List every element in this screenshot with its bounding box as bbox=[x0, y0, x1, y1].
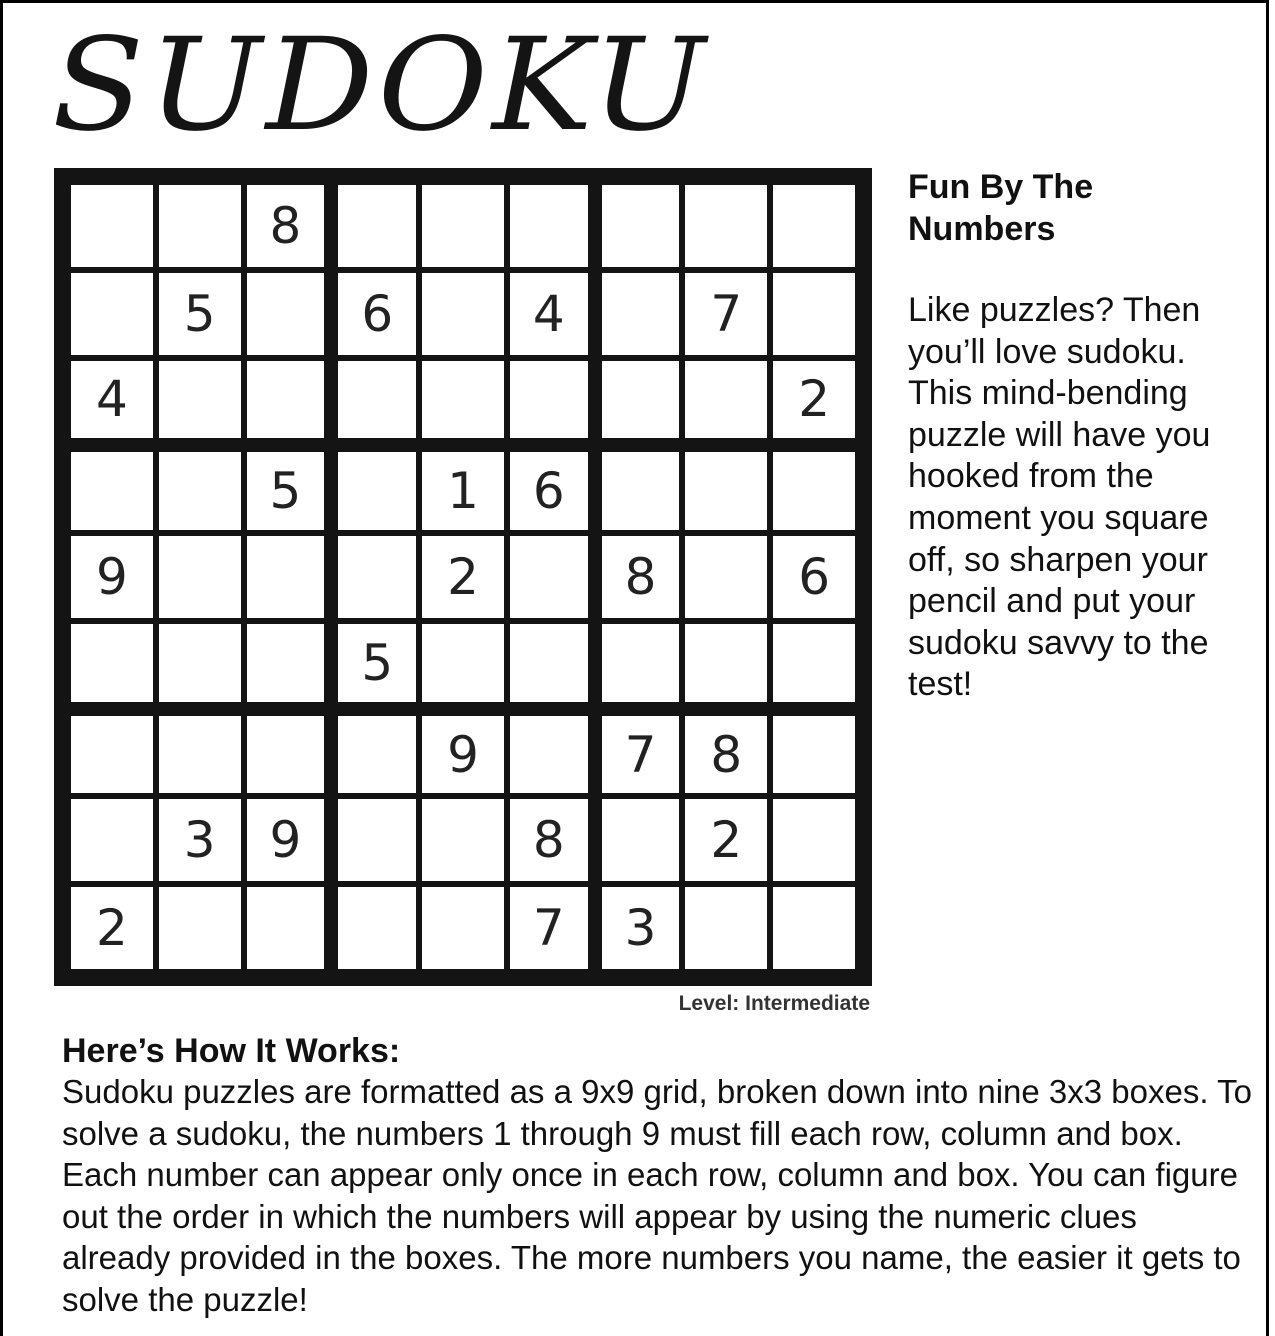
empty-cell[interactable] bbox=[68, 796, 156, 884]
given-cell: 7 bbox=[595, 709, 683, 797]
given-cell: 5 bbox=[156, 270, 244, 358]
empty-cell[interactable] bbox=[419, 884, 507, 972]
empty-cell[interactable] bbox=[156, 182, 244, 270]
instructions-heading: Here’s How It Works: bbox=[62, 1032, 401, 1070]
empty-cell[interactable] bbox=[507, 621, 595, 709]
empty-cell[interactable] bbox=[507, 533, 595, 621]
given-cell: 7 bbox=[682, 270, 770, 358]
empty-cell[interactable] bbox=[244, 358, 332, 446]
given-cell: 6 bbox=[770, 533, 858, 621]
empty-cell[interactable] bbox=[770, 884, 858, 972]
given-cell: 5 bbox=[244, 445, 332, 533]
empty-cell[interactable] bbox=[331, 884, 419, 972]
sidebar-description: Like puzzles? Then you’ll love sudoku. This mind-bending puzzle will have you hooked from the moment you square off, so sharpen your pencil and put your sudoku savvy to the test! bbox=[908, 291, 1211, 704]
empty-cell[interactable] bbox=[68, 445, 156, 533]
empty-cell[interactable] bbox=[68, 182, 156, 270]
given-cell: 8 bbox=[682, 709, 770, 797]
given-cell: 4 bbox=[507, 270, 595, 358]
empty-cell[interactable] bbox=[595, 796, 683, 884]
empty-cell[interactable] bbox=[331, 445, 419, 533]
empty-cell[interactable] bbox=[156, 445, 244, 533]
empty-cell[interactable] bbox=[770, 709, 858, 797]
empty-cell[interactable] bbox=[595, 621, 683, 709]
empty-cell[interactable] bbox=[68, 270, 156, 358]
empty-cell[interactable] bbox=[507, 182, 595, 270]
empty-cell[interactable] bbox=[682, 358, 770, 446]
empty-cell[interactable] bbox=[682, 445, 770, 533]
empty-cell[interactable] bbox=[419, 270, 507, 358]
given-cell: 2 bbox=[682, 796, 770, 884]
empty-cell[interactable] bbox=[68, 709, 156, 797]
empty-cell[interactable] bbox=[419, 358, 507, 446]
empty-cell[interactable] bbox=[770, 445, 858, 533]
empty-cell[interactable] bbox=[507, 358, 595, 446]
empty-cell[interactable] bbox=[595, 358, 683, 446]
given-cell: 2 bbox=[770, 358, 858, 446]
empty-cell[interactable] bbox=[682, 621, 770, 709]
given-cell: 3 bbox=[595, 884, 683, 972]
empty-cell[interactable] bbox=[419, 621, 507, 709]
given-cell: 9 bbox=[419, 709, 507, 797]
empty-cell[interactable] bbox=[156, 709, 244, 797]
empty-cell[interactable] bbox=[682, 884, 770, 972]
empty-cell[interactable] bbox=[419, 796, 507, 884]
sidebar-heading: Fun By The Numbers bbox=[908, 168, 1094, 248]
empty-cell[interactable] bbox=[331, 796, 419, 884]
empty-cell[interactable] bbox=[331, 709, 419, 797]
empty-cell[interactable] bbox=[770, 270, 858, 358]
empty-cell[interactable] bbox=[331, 358, 419, 446]
empty-cell[interactable] bbox=[68, 621, 156, 709]
empty-cell[interactable] bbox=[244, 621, 332, 709]
empty-cell[interactable] bbox=[682, 533, 770, 621]
given-cell: 6 bbox=[331, 270, 419, 358]
empty-cell[interactable] bbox=[331, 182, 419, 270]
empty-cell[interactable] bbox=[770, 796, 858, 884]
empty-cell[interactable] bbox=[331, 533, 419, 621]
empty-cell[interactable] bbox=[244, 270, 332, 358]
given-cell: 8 bbox=[595, 533, 683, 621]
empty-cell[interactable] bbox=[244, 884, 332, 972]
sudoku-grid bbox=[54, 168, 872, 986]
instructions-text: Sudoku puzzles are formatted as a 9x9 grid, broken down into nine 3x3 boxes. To solve a sudoku, the numbers 1 through 9 must fill each row, column and box. Each number can appear only once in each row, column and box. You can figure out the order in which the numbers will appear by using the numeric clues already provided in the boxes. The more numbers you name, the easier it gets to solve the puzzle! bbox=[62, 1073, 1252, 1318]
empty-cell[interactable] bbox=[595, 182, 683, 270]
given-cell: 9 bbox=[244, 796, 332, 884]
difficulty-level: Level: Intermediate bbox=[678, 992, 870, 1015]
given-cell: 9 bbox=[68, 533, 156, 621]
empty-cell[interactable] bbox=[419, 182, 507, 270]
given-cell: 1 bbox=[419, 445, 507, 533]
given-cell: 2 bbox=[419, 533, 507, 621]
empty-cell[interactable] bbox=[770, 182, 858, 270]
given-cell: 5 bbox=[331, 621, 419, 709]
empty-cell[interactable] bbox=[244, 533, 332, 621]
empty-cell[interactable] bbox=[156, 621, 244, 709]
empty-cell[interactable] bbox=[156, 884, 244, 972]
empty-cell[interactable] bbox=[595, 445, 683, 533]
given-cell: 3 bbox=[156, 796, 244, 884]
given-cell: 2 bbox=[68, 884, 156, 972]
empty-cell[interactable] bbox=[244, 709, 332, 797]
empty-cell[interactable] bbox=[507, 709, 595, 797]
empty-cell[interactable] bbox=[595, 270, 683, 358]
given-cell: 8 bbox=[507, 796, 595, 884]
empty-cell[interactable] bbox=[156, 358, 244, 446]
given-cell: 6 bbox=[507, 445, 595, 533]
given-cell: 7 bbox=[507, 884, 595, 972]
given-cell: 8 bbox=[244, 182, 332, 270]
empty-cell[interactable] bbox=[156, 533, 244, 621]
empty-cell[interactable] bbox=[770, 621, 858, 709]
given-cell: 4 bbox=[68, 358, 156, 446]
empty-cell[interactable] bbox=[682, 182, 770, 270]
page-title: SUDOKU bbox=[52, 11, 710, 160]
